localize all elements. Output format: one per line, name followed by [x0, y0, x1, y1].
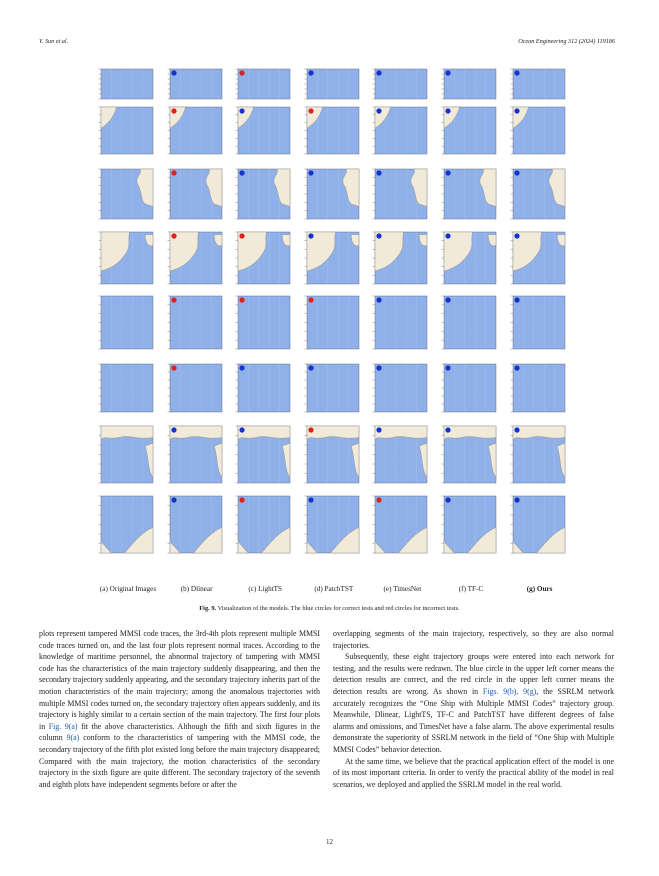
figure-panel-r8-c7: [509, 494, 567, 557]
figure-panel-r7-c1: [97, 424, 155, 487]
figure-panel-r2-c2: [166, 105, 224, 158]
figure-panel-r7-c4: [303, 424, 361, 487]
page-number: 12: [326, 838, 333, 846]
correct-marker: [171, 70, 176, 75]
correct-marker: [445, 297, 450, 302]
correct-marker: [240, 365, 245, 370]
correct-marker: [445, 497, 450, 502]
correct-marker: [308, 497, 313, 502]
figure-panel-r1-c5: [371, 67, 429, 103]
figure-panel-r1-c4: [303, 67, 361, 103]
correct-marker: [377, 170, 382, 175]
figure-panel-r8-c6: [440, 494, 498, 557]
correct-marker: [514, 365, 519, 370]
fig-9a-link[interactable]: Fig. 9(a): [48, 721, 78, 731]
figure-panel-r2-c3: [234, 105, 292, 158]
right-text-1: Subsequently, these eight trajectory groups were entered into each network for testing, and the results were redrawn. The blue circle in the upper left corner means the detection results are correct, and the red circle in the upper left corner means the detection results are wrong. As shown in: [333, 652, 614, 696]
correct-marker: [445, 70, 450, 75]
figure-panel-r8-c4: [303, 494, 361, 557]
incorrect-marker: [308, 108, 313, 113]
figure-panel-r5-c6: [440, 294, 498, 353]
fig-9a-column-link[interactable]: 9(a): [66, 733, 80, 743]
incorrect-marker: [308, 427, 313, 432]
figure-panel-r5-c3: [234, 294, 292, 353]
figure-caption: [0, 605, 659, 612]
column-caption-2: (b) Dlinear: [180, 585, 213, 593]
incorrect-marker: [171, 108, 176, 113]
incorrect-marker: [240, 233, 245, 238]
figure-panel-r6-c3: [234, 362, 292, 416]
correct-marker: [377, 365, 382, 370]
left-paragraph: [39, 628, 320, 790]
figure-panel-r7-c6: [440, 424, 498, 487]
sea-area: [513, 296, 565, 349]
correct-marker: [514, 108, 519, 113]
correct-marker: [240, 170, 245, 175]
correct-marker: [445, 170, 450, 175]
incorrect-marker: [240, 297, 245, 302]
figs-9b-9g-link[interactable]: Figs. 9(b), 9(g): [482, 686, 537, 696]
incorrect-marker: [171, 365, 176, 370]
sea-area: [238, 364, 290, 412]
correct-marker: [445, 427, 450, 432]
figure-panel-r2-c1: [97, 105, 155, 158]
sea-area: [170, 296, 222, 349]
sea-area: [444, 69, 496, 99]
correct-marker: [514, 233, 519, 238]
figure-panel-r5-c5: [371, 294, 429, 353]
figure-panel-r1-c3: [234, 67, 292, 103]
column-caption-3: (c) LightTS: [248, 585, 283, 593]
figure-panel-r6-c6: [440, 362, 498, 416]
figure-panel-r7-c7: [509, 424, 567, 487]
body-column-right: [333, 628, 614, 790]
correct-marker: [308, 233, 313, 238]
column-caption-1: (a) Original Images: [99, 585, 157, 593]
correct-marker: [445, 233, 450, 238]
correct-marker: [308, 70, 313, 75]
correct-marker: [240, 108, 245, 113]
figure-panel-r4-c1: [97, 230, 155, 288]
sea-area: [170, 69, 222, 99]
correct-marker: [377, 233, 382, 238]
column-caption-4: (d) PatchTST: [314, 585, 354, 593]
correct-marker: [377, 297, 382, 302]
figure-panel-r6-c1: [97, 362, 155, 416]
figure-panel-r1-c1: [97, 67, 155, 103]
sea-area: [170, 364, 222, 412]
incorrect-marker: [171, 297, 176, 302]
figure-panel-r8-c1: [97, 494, 155, 557]
running-header-authors: Y. Sun et al.: [39, 38, 69, 45]
figure-panel-r1-c6: [440, 67, 498, 103]
figure-panel-r7-c2: [166, 424, 224, 487]
figure-caption-text: Visualization of the models. The blue circles for correct tests and red circles for incorrect tests.: [217, 605, 460, 612]
figure-panel-r4-c2: [166, 230, 224, 288]
sea-area: [307, 296, 359, 349]
figure-panel-r8-c5: [371, 494, 429, 557]
figure-panel-r1-c2: [166, 67, 224, 103]
figure-panel-r8-c3: [234, 494, 292, 557]
figure-caption-label: Fig. 9.: [199, 605, 217, 612]
column-caption-6: (f) TF-C: [458, 585, 484, 593]
figure-panel-r3-c6: [440, 167, 498, 223]
sea-area: [375, 296, 427, 349]
right-text-2: , the SSRLM network accurately recognizes the “One Ship with Multiple MMSI Codes” trajectory group. Meanwhile, Dlinear, LightTS, TF-C and PatchTST have different degrees of false alarms and omissions, and TimesNet have a false alarm. The above experimental results demonstrate the superiority of SSRLM network in the field of “One Ship with Multiple MMSI Codes” behavior detection.: [333, 686, 615, 754]
sea-area: [101, 69, 153, 99]
figure-panel-r2-c6: [440, 105, 498, 158]
figure-panel-r2-c7: [509, 105, 567, 158]
figure-panel-r4-c7: [509, 230, 567, 288]
right-paragraph-2: [333, 651, 614, 755]
correct-marker: [514, 427, 519, 432]
sea-area: [444, 296, 496, 349]
correct-marker: [377, 70, 382, 75]
left-text-2: fit the above characteristics. Although the fifth and sixth figures in the column: [39, 721, 320, 743]
figure-panel-r6-c2: [166, 362, 224, 416]
sea-area: [101, 364, 153, 412]
figure-panel-r3-c3: [234, 167, 292, 223]
figure-panel-r5-c1: [97, 294, 155, 353]
sea-area: [101, 296, 153, 349]
figure-column-captions: [85, 585, 575, 597]
right-paragraph-3: At the same time, we believe that the practical application effect of the model is one of its most important criteria. In order to verify the practical ability of the model in real scenarios, we deployed and applied the SSRLM model in the real world.: [333, 756, 614, 789]
correct-marker: [171, 497, 176, 502]
figure-panel-r3-c7: [509, 167, 567, 223]
sea-area: [444, 364, 496, 412]
figure-panel-r7-c3: [234, 424, 292, 487]
figure-panel-r6-c4: [303, 362, 361, 416]
running-header-journal: Ocean Engineering 312 (2024) 119186: [518, 38, 615, 45]
correct-marker: [377, 427, 382, 432]
figure-panel-r2-c4: [303, 105, 361, 158]
sea-area: [375, 69, 427, 99]
correct-marker: [514, 170, 519, 175]
figure-panel-r3-c1: [97, 167, 155, 223]
sea-area: [238, 296, 290, 349]
figure-panel-r4-c4: [303, 230, 361, 288]
figure-panel-r4-c3: [234, 230, 292, 288]
figure-panel-r5-c2: [166, 294, 224, 353]
figure-panel-r4-c6: [440, 230, 498, 288]
column-caption-7: (g) Ours: [526, 585, 553, 593]
correct-marker: [308, 365, 313, 370]
correct-marker: [240, 427, 245, 432]
figure-panel-grid: [92, 62, 562, 582]
figure-panel-r6-c5: [371, 362, 429, 416]
correct-marker: [514, 297, 519, 302]
incorrect-marker: [240, 497, 245, 502]
incorrect-marker: [171, 233, 176, 238]
figure-panel-r5-c4: [303, 294, 361, 353]
correct-marker: [514, 70, 519, 75]
correct-marker: [308, 170, 313, 175]
correct-marker: [445, 365, 450, 370]
figure-panel-r3-c2: [166, 167, 224, 223]
incorrect-marker: [171, 170, 176, 175]
incorrect-marker: [240, 70, 245, 75]
figure-panel-r8-c2: [166, 494, 224, 557]
figure-panel-r2-c5: [371, 105, 429, 158]
left-text-1: plots represent tampered MMSI code traces, the 3rd-4th plots represent multiple MMSI code traces turned on, and the last four plots represent normal traces. According to the knowledge of maritime personnel, the abnormal trajectory of tampering with MMSI code has the characteristics of the main trajectory suddenly disappearing, and then the secondary trajectory suddenly appearing, and the secondary trajectory inherits part of the motion characteristics of the main trajectory; among the anomalous trajectories with multiple MMSI codes turned on, the secondary trajectory often appears suddenly, and its trajectory is highly similar to a certain section of the main trajectory. The first four plots in: [39, 629, 320, 731]
figure-panel-r7-c5: [371, 424, 429, 487]
sea-area: [307, 364, 359, 412]
correct-marker: [171, 427, 176, 432]
incorrect-marker: [377, 497, 382, 502]
left-text-3: conform to the characteristics of tampering with the MMSI code, the secondary trajectory of the fifth plot existed long before the main trajectory disappeared; Compared with the main trajectory, the motion characteristics of the secondary trajectory in the sixth figure are quite different. The secondary trajectory of the seventh and eighth plots have independent segments before or after the: [39, 733, 320, 789]
figure-panel-r5-c7: [509, 294, 567, 353]
figure-panel-r3-c4: [303, 167, 361, 223]
figure-panel-r1-c7: [509, 67, 567, 103]
figure-panel-r3-c5: [371, 167, 429, 223]
correct-marker: [377, 108, 382, 113]
sea-area: [513, 364, 565, 412]
figure-panel-r6-c7: [509, 362, 567, 416]
figure-panel-r4-c5: [371, 230, 429, 288]
correct-marker: [445, 108, 450, 113]
incorrect-marker: [308, 297, 313, 302]
body-column-left: [39, 628, 320, 790]
sea-area: [238, 69, 290, 99]
right-paragraph-1: overlapping segments of the main trajectory, respectively, so they are also normal trajectories.: [333, 629, 614, 650]
column-caption-5: (e) TimesNet: [383, 585, 422, 593]
sea-area: [375, 364, 427, 412]
sea-area: [307, 69, 359, 99]
sea-area: [513, 69, 565, 99]
correct-marker: [514, 497, 519, 502]
